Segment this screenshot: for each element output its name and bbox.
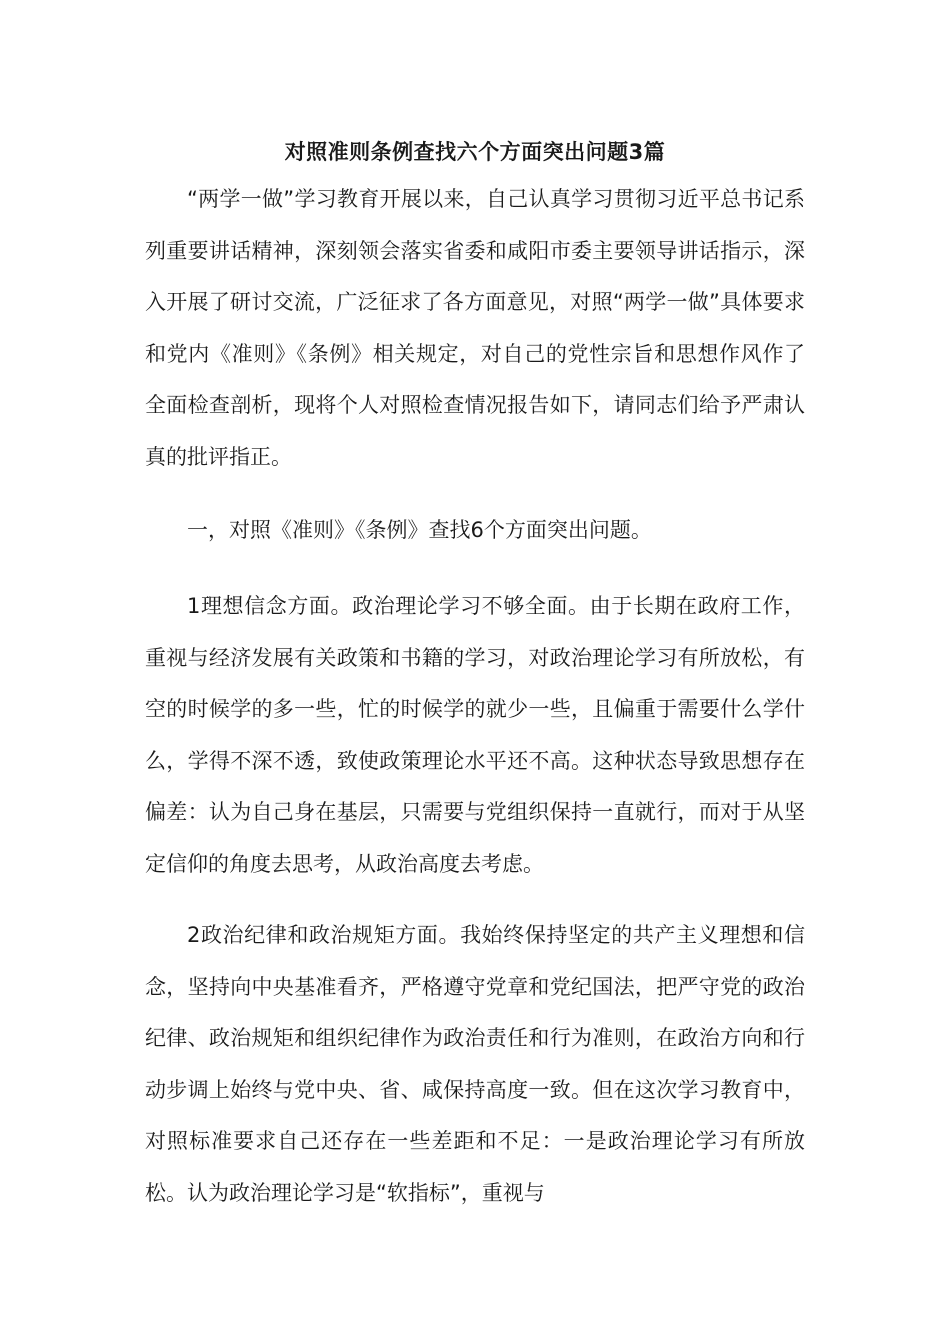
intro-paragraph: “两学一做”学习教育开展以来，自己认真学习贯彻习近平总书记系列重要讲话精神，深刻领会落实省委和咸阳市委主要领导讲话指示，深入开展了研讨交流，广泛征求了各方面意见，对照“两学一做”具体要求和党内《准则》《条例》相关规定，对自己的党性宗旨和思想作风作了全面检查剖析，现将个人对照检查情况报告如下，请同志们给予严肃认真的批评指正。: [145, 187, 805, 469]
item-2-paragraph: 2政治纪律和政治规矩方面。我始终保持坚定的共产主义理想和信念，坚持向中央基准看齐，严格遵守党章和党纪国法，把严守党的政治纪律、政治规矩和组织纪律作为政治责任和行为准则，在政治方向和行动步调上始终与党中央、省、咸保持高度一致。但在这次学习教育中，对照标准要求自己还存在一些差距和不足：一是政治理论学习有所放松。认为政治理论学习是“软指标”，重视与: [145, 923, 805, 1205]
document-title: 对照准则条例查找六个方面突出问题3篇: [284, 140, 666, 164]
item-1-paragraph: 1理想信念方面。政治理论学习不够全面。由于长期在政府工作，重视与经济发展有关政策和书籍的学习，对政治理论学习有所放松，有空的时候学的多一些，忙的时候学的就少一些，且偏重于需要什么学什么，学得不深不透，致使政策理论水平还不高。这种状态导致思想存在偏差：认为自己身在基层，只需要与党组织保持一直就行，而对于从坚定信仰的角度去思考，从政治高度去考虑。: [145, 594, 805, 876]
section-heading: 一，对照《准则》《条例》查找6个方面突出问题。: [187, 518, 652, 542]
